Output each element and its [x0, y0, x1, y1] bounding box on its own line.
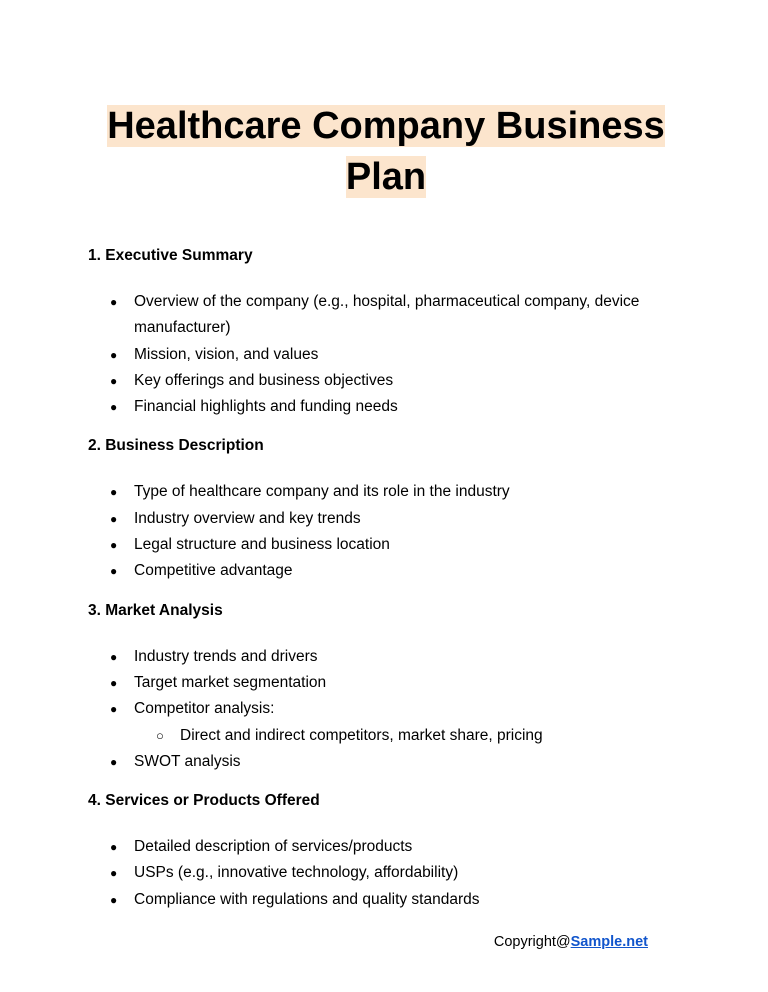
list-item: ● Financial highlights and funding needs — [134, 394, 688, 420]
bullet-list — [88, 289, 688, 420]
list-item: ● Industry overview and key trends — [134, 506, 688, 532]
sub-list — [134, 723, 688, 749]
title-line-1: Healthcare Company Business — [107, 105, 665, 147]
section-heading: 4. Services or Products Offered — [88, 792, 320, 810]
copyright-text: Copyright@ — [493, 934, 571, 950]
footer-copyright — [494, 934, 648, 950]
list-item: ● Mission, vision, and values — [134, 342, 688, 368]
list-item: ● Compliance with regulations and quality standards — [134, 887, 688, 913]
list-item: ● Type of healthcare company and its role in the industry — [134, 479, 688, 505]
list-item — [134, 696, 688, 749]
list-item: ● Key offerings and business objectives — [134, 368, 688, 394]
section-heading: 1. Executive Summary — [88, 247, 253, 264]
list-item: ● Target market segmentation — [134, 670, 688, 696]
list-item: ● USPs (e.g., innovative technology, affordability) — [134, 860, 688, 886]
section-heading: 2. Business Description — [88, 437, 264, 455]
bullet-list — [88, 479, 688, 584]
sample-net-link[interactable]: Sample.net — [570, 934, 648, 950]
list-item: ● Industry trends and drivers — [134, 644, 688, 670]
list-item: ● Detailed description of services/products — [134, 834, 688, 860]
list-item-text: Competitor analysis: — [134, 700, 275, 718]
list-item: ● Overview of the company (e.g., hospital, pharmaceutical company, device manufacturer) — [134, 289, 688, 342]
list-item: ● Competitive advantage — [134, 558, 688, 584]
sub-list-item: ○ Direct and indirect competitors, market share, pricing — [180, 723, 688, 749]
list-item: ● SWOT analysis — [134, 749, 688, 775]
title-line-2: Plan — [345, 156, 427, 198]
bullet-list — [88, 834, 688, 913]
section-heading: 3. Market Analysis — [88, 601, 223, 619]
page-title — [60, 101, 712, 203]
bullet-list — [88, 644, 688, 775]
list-item: ● Legal structure and business location — [134, 532, 688, 558]
document-body — [88, 244, 688, 927]
